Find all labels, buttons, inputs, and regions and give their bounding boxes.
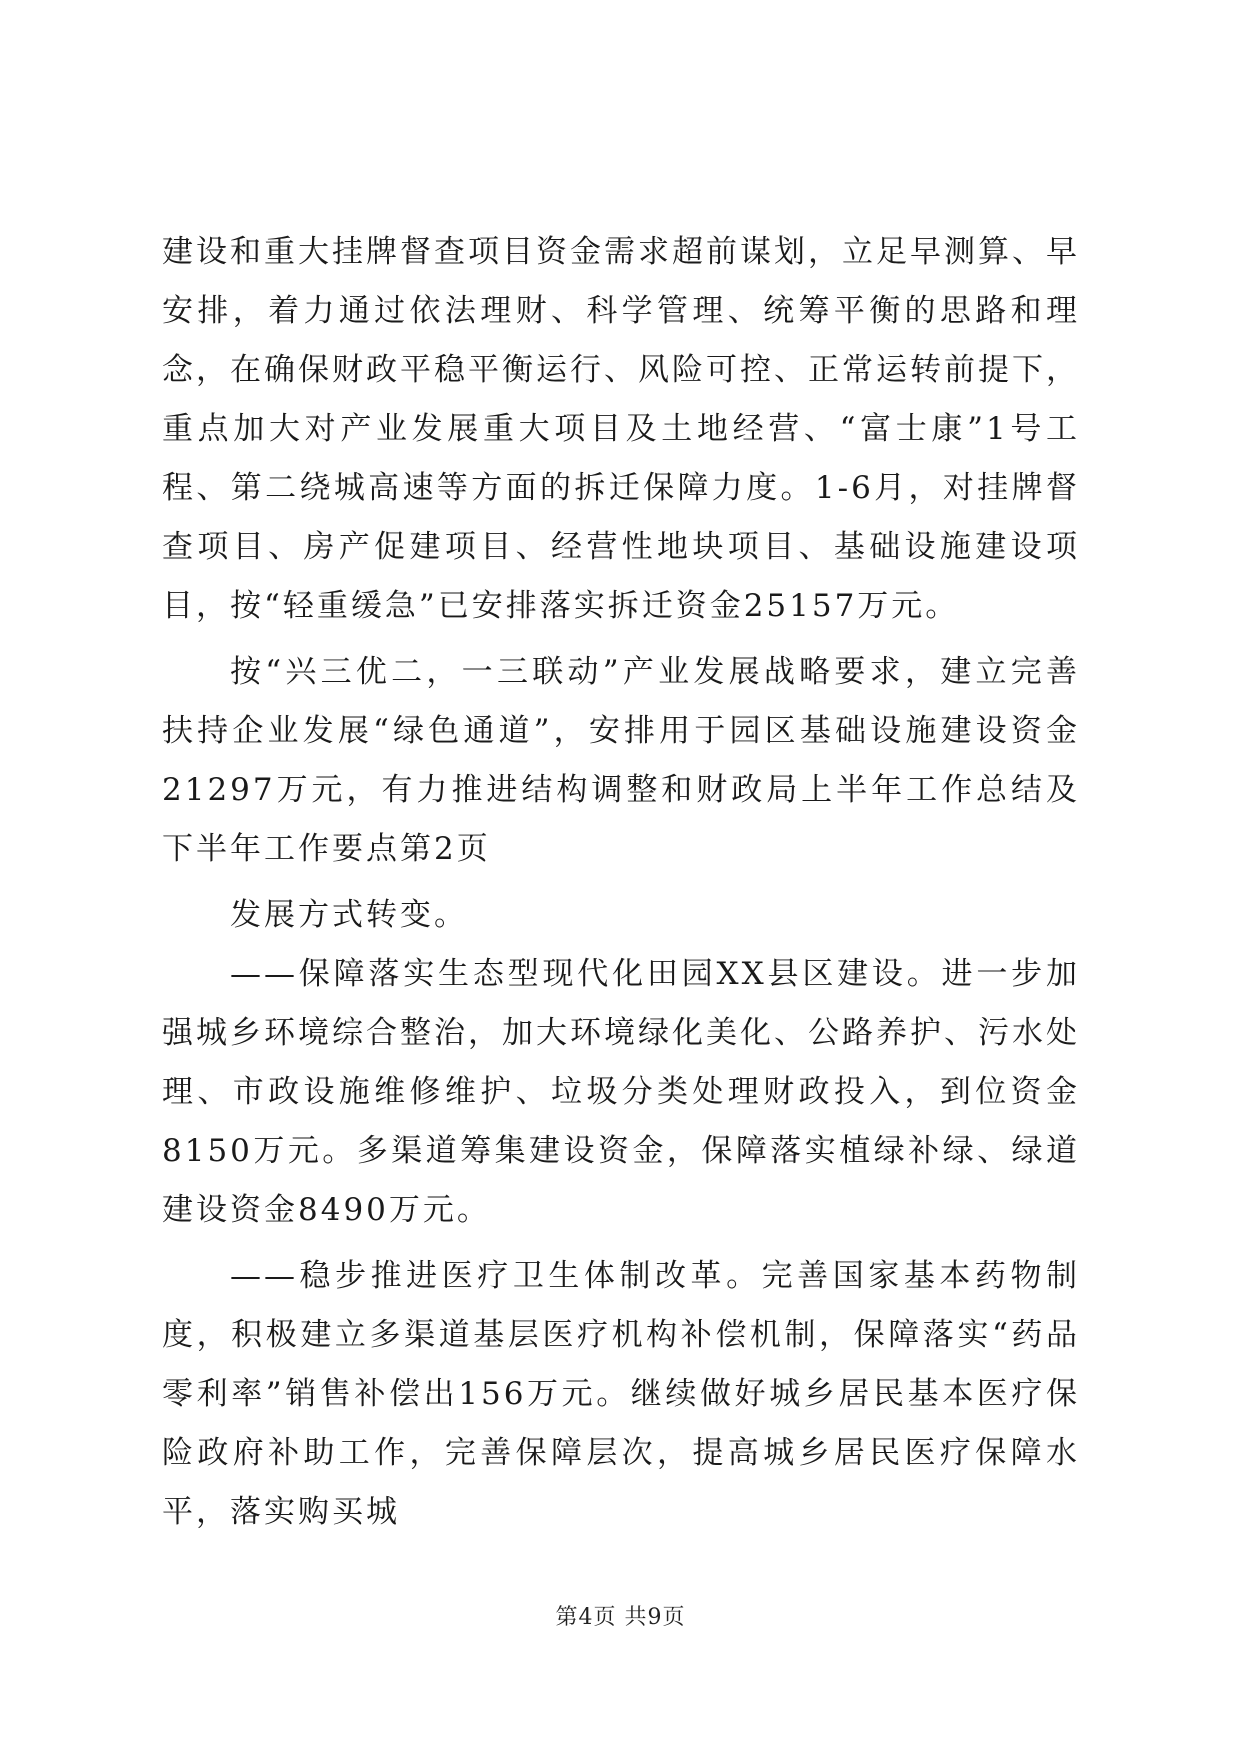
document-body: [162, 223, 1080, 1542]
paragraph-4: ——保障落实生态型现代化田园XX县区建设。进一步加强城乡环境综合整治，加大环境绿化美化、公路养护、污水处理、市政设施维修维护、垃圾分类处理财政投入，到位资金8150万元。多渠道筹集建设资金，保障落实植绿补绿、绿道建设资金8490万元。: [162, 956, 1080, 1228]
paragraph-1: 建设和重大挂牌督查项目资金需求超前谋划，立足早测算、早安排，着力通过依法理财、科学管理、统筹平衡的思路和理念，在确保财政平稳平衡运行、风险可控、正常运转前提下，重点加大对产业发展重大项目及土地经营、“富士康”1号工程、第二绕城高速等方面的拆迁保障力度。1-6月，对挂牌督查项目、房产促建项目、经营性地块项目、基础设施建设项目，按“轻重缓急”已安排落实拆迁资金25157万元。: [162, 234, 1080, 624]
paragraph-5: ——稳步推进医疗卫生体制改革。完善国家基本药物制度，积极建立多渠道基层医疗机构补偿机制，保障落实“药品零利率”销售补偿出156万元。继续做好城乡居民基本医疗保险政府补助工作，完善保障层次，提高城乡居民医疗保障水平，落实购买城: [162, 1258, 1080, 1530]
paragraph-2: 按“兴三优二，一三联动”产业发展战略要求，建立完善扶持企业发展“绿色通道”，安排用于园区基础设施建设资金21297万元，有力推进结构调整和财政局上半年工作总结及下半年工作要点第2页: [162, 654, 1080, 867]
paragraph-3: 发展方式转变。: [230, 897, 468, 933]
page-footer: 第4页 共9页: [555, 1605, 686, 1630]
